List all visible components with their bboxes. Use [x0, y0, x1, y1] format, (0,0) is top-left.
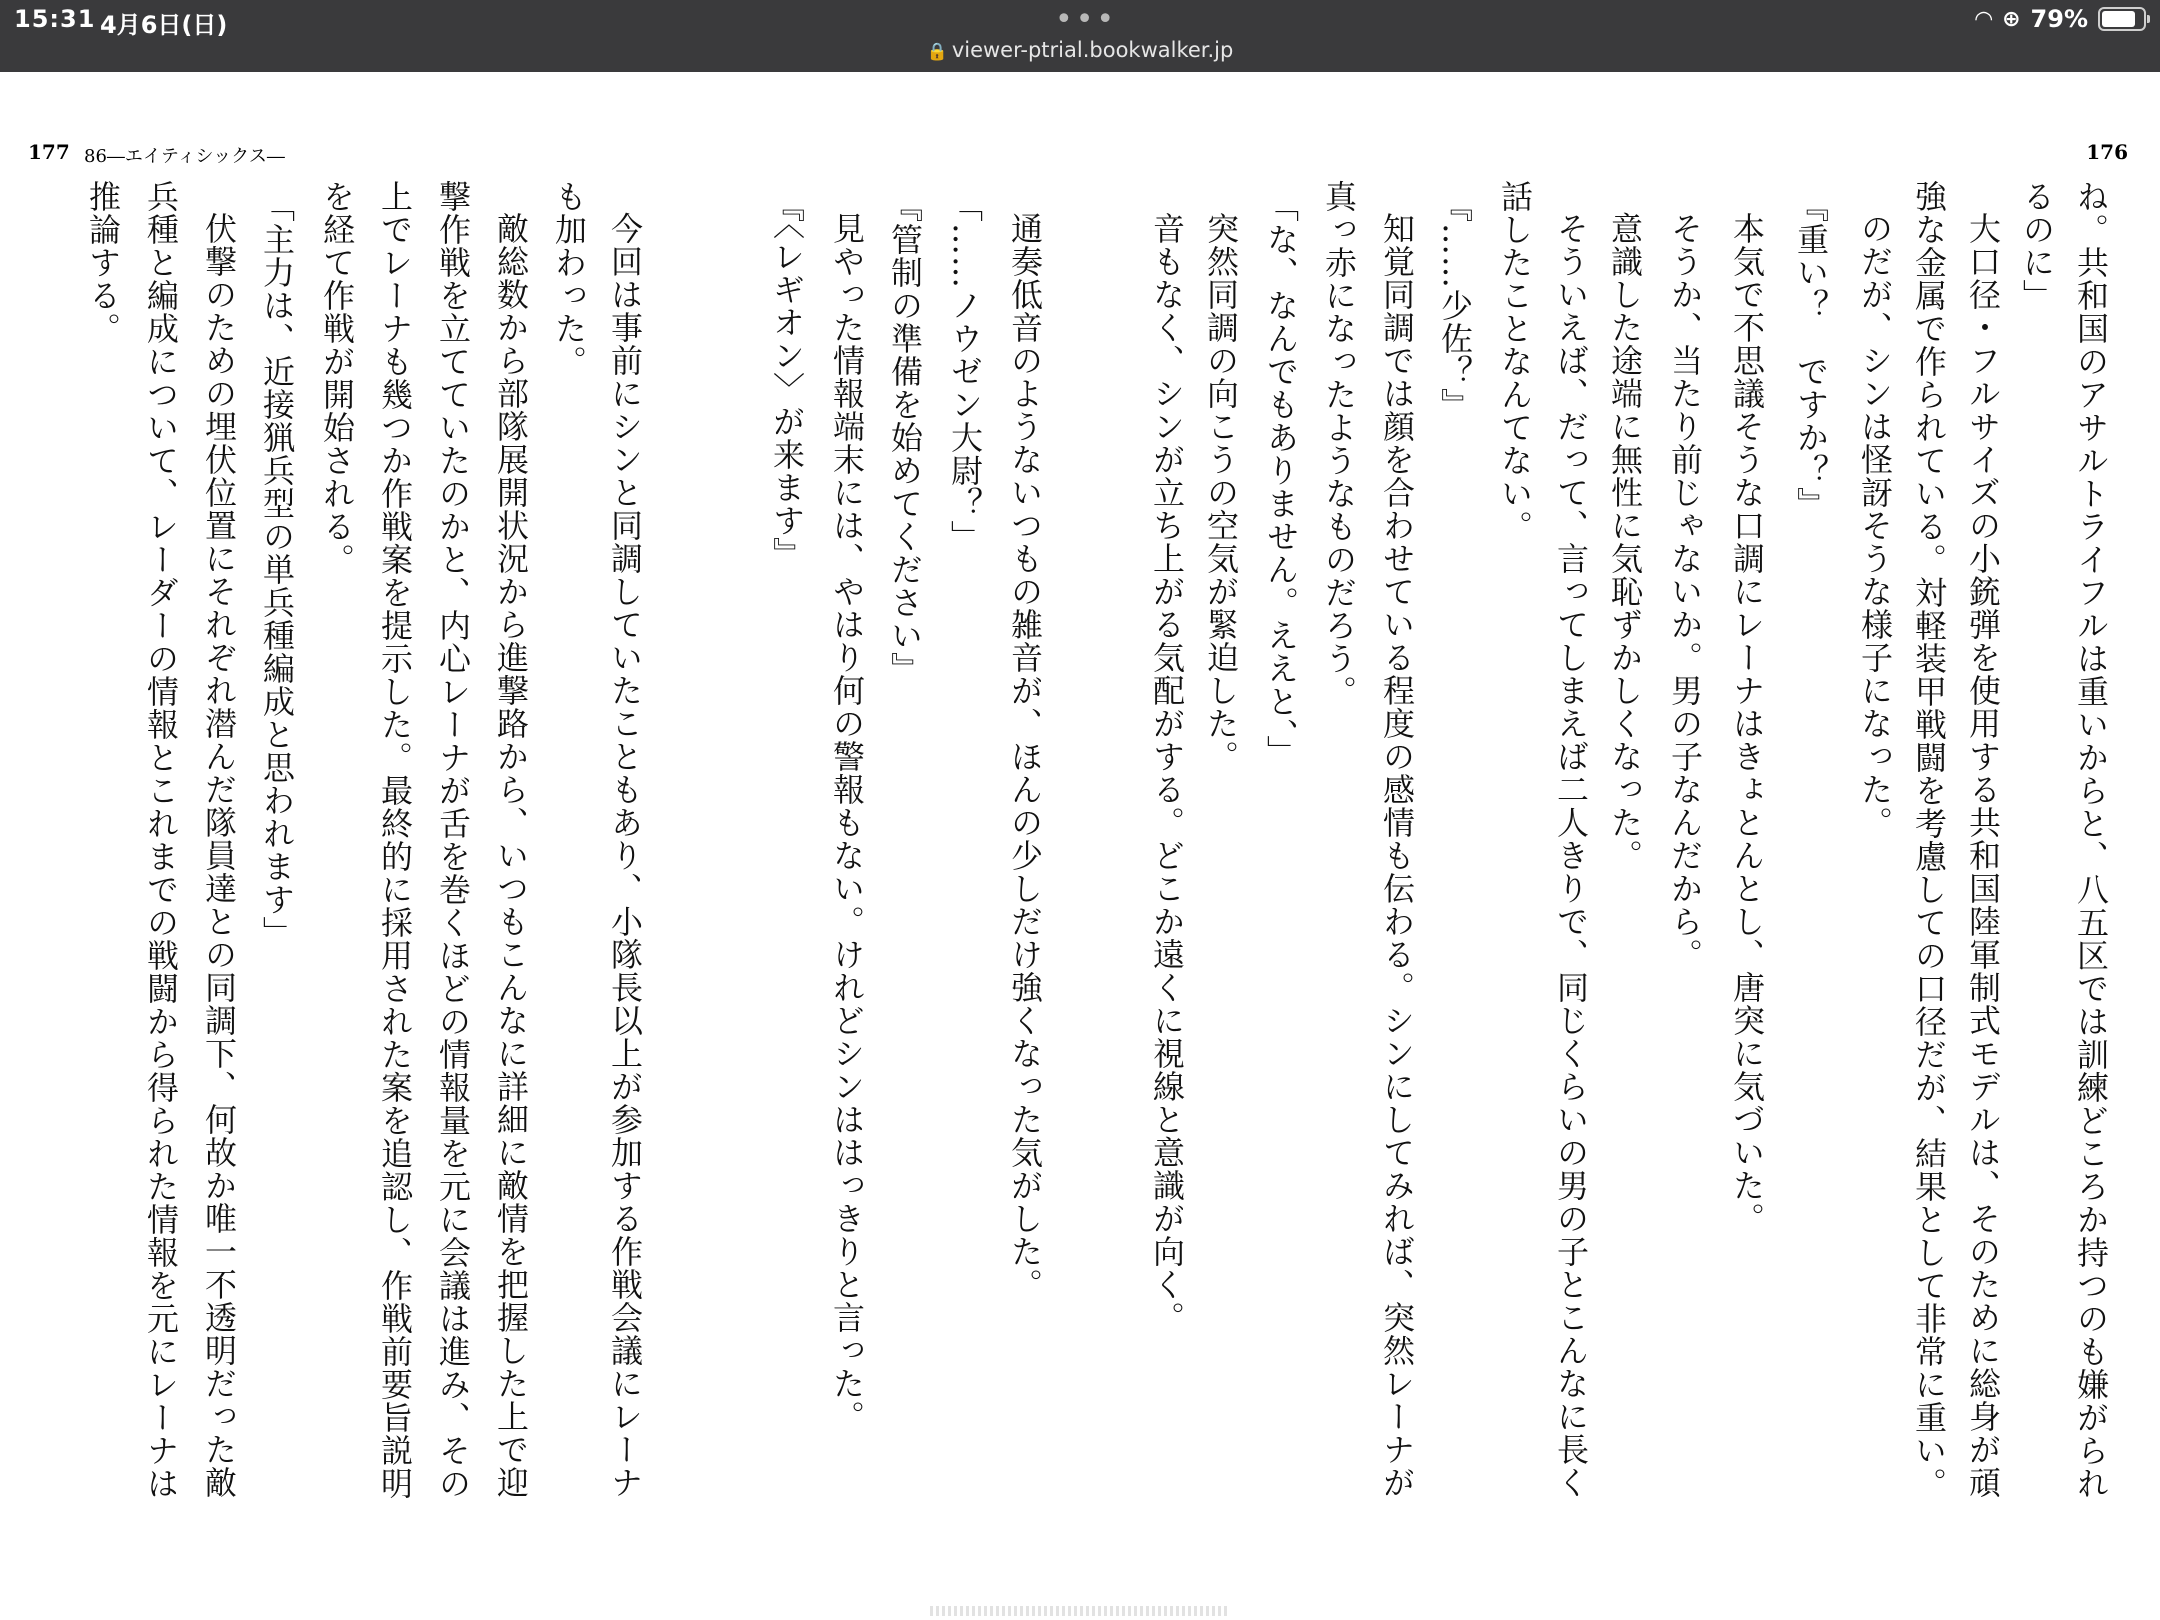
battery-icon — [2098, 7, 2146, 31]
status-time: 15:31 — [14, 5, 96, 33]
text-line: 話したことなんてない。 — [1496, 180, 1534, 543]
browser-top-bar — [0, 0, 2160, 72]
url-text: viewer-ptrial.bookwalker.jp — [951, 38, 1234, 62]
text-line: 意識した途端に無性に気恥ずかしくなった。 — [1606, 212, 1644, 872]
text-line: 「主力は、近接猟兵型の単兵種編成と思われます」 — [258, 190, 296, 949]
left-page-number: 177 — [28, 140, 70, 164]
text-line: そうか、当たり前じゃないか。男の子なんだから。 — [1666, 212, 1704, 971]
lock-icon: 🔒 — [926, 42, 948, 62]
text-line: も加わった。 — [550, 180, 588, 378]
text-line: 本気で不思議そうな口調にレーナはきょとんとし、唐突に気づいた。 — [1728, 212, 1766, 1235]
text-line: るのに」 — [2018, 180, 2056, 312]
text-line: 上でレーナも幾つか作戦案を提示した。最終的に採用された案を追認し、作戦前要旨説明 — [376, 180, 414, 1500]
status-indicators — [1975, 5, 2146, 33]
text-line: 『重い？ ですか？』 — [1792, 190, 1830, 520]
text-line: 「な、なんでもありません。ええと、」 — [1262, 190, 1300, 768]
text-line: 突然同調の向こうの空気が緊迫した。 — [1202, 212, 1240, 773]
text-line: そういえば、だって、言ってしまえば二人きりで、同じくらいの男の子とこんなに長く — [1552, 212, 1590, 1499]
text-line: のだが、シンは怪訝そうな様子になった。 — [1856, 212, 1894, 839]
text-line: 見やった情報端末には、やはり何の警報もない。けれどシンははっきりと言った。 — [828, 212, 866, 1433]
battery-percent: 79% — [2030, 5, 2088, 33]
text-line: 兵種と編成について、レーダーの情報とこれまでの戦闘から得られた情報を元にレーナは — [142, 180, 180, 1500]
text-line: を経て作戦が開始される。 — [318, 180, 356, 576]
text-line: 『……少佐？』 — [1436, 190, 1474, 421]
wifi-icon: ◠ — [1975, 6, 1993, 32]
text-line: ね。共和国のアサルトライフルは重いからと、八五区では訓練どころか持つのも嫌がられ — [2072, 180, 2110, 1500]
right-page-number: 176 — [2086, 140, 2128, 164]
text-line: 大口径・フルサイズの小銃弾を使用する共和国陸軍制式モデルは、そのために総身が頑 — [1964, 212, 2002, 1499]
text-line: 推論する。 — [84, 180, 122, 345]
running-head: 86―エイティシックス― — [84, 146, 285, 167]
text-line: 『管制の準備を始めてください』 — [886, 190, 924, 685]
text-line: 敵総数から部隊展開状況から進撃路から、いつもこんなに詳細に敵情を把握した上で迎 — [492, 212, 530, 1499]
text-line: 伏撃のための埋伏位置にそれぞれ潜んだ隊員達との同調下、何故か唯一不透明だった敵 — [200, 212, 238, 1499]
page-scrollbar[interactable] — [930, 1606, 1230, 1616]
orientation-lock-icon: ⊕ — [2002, 6, 2021, 32]
text-line: 通奏低音のようないつもの雑音が、ほんの少しだけ強くなった気がした。 — [1006, 212, 1044, 1301]
text-line: 「……ノウゼン大尉？」 — [946, 190, 984, 553]
text-line: 音もなく、シンが立ち上がる気配がする。どこか遠くに視線と意識が向く。 — [1148, 212, 1186, 1334]
text-line: 『〈レギオン〉が来ます』 — [768, 190, 806, 570]
more-dots-icon[interactable]: ••• — [1055, 2, 1118, 37]
text-line: 知覚同調では顔を合わせている程度の感情も伝わる。シンにしてみれば、突然レーナが — [1378, 212, 1416, 1499]
text-line: 真っ赤になったようなものだろう。 — [1320, 180, 1358, 708]
text-line: 強な金属で作られている。対軽装甲戦闘を考慮しての口径だが、結果として非常に重い。 — [1910, 180, 1948, 1500]
text-line: 今回は事前にシンと同調していたこともあり、小隊長以上が参加する作戦会議にレーナ — [606, 212, 644, 1499]
text-line: 撃作戦を立てていたのかと、内心レーナが舌を巻くほどの情報量を元に会議は進み、その — [434, 180, 472, 1500]
address-bar[interactable] — [0, 38, 2160, 62]
status-date: 4月6日(日) — [100, 11, 228, 39]
